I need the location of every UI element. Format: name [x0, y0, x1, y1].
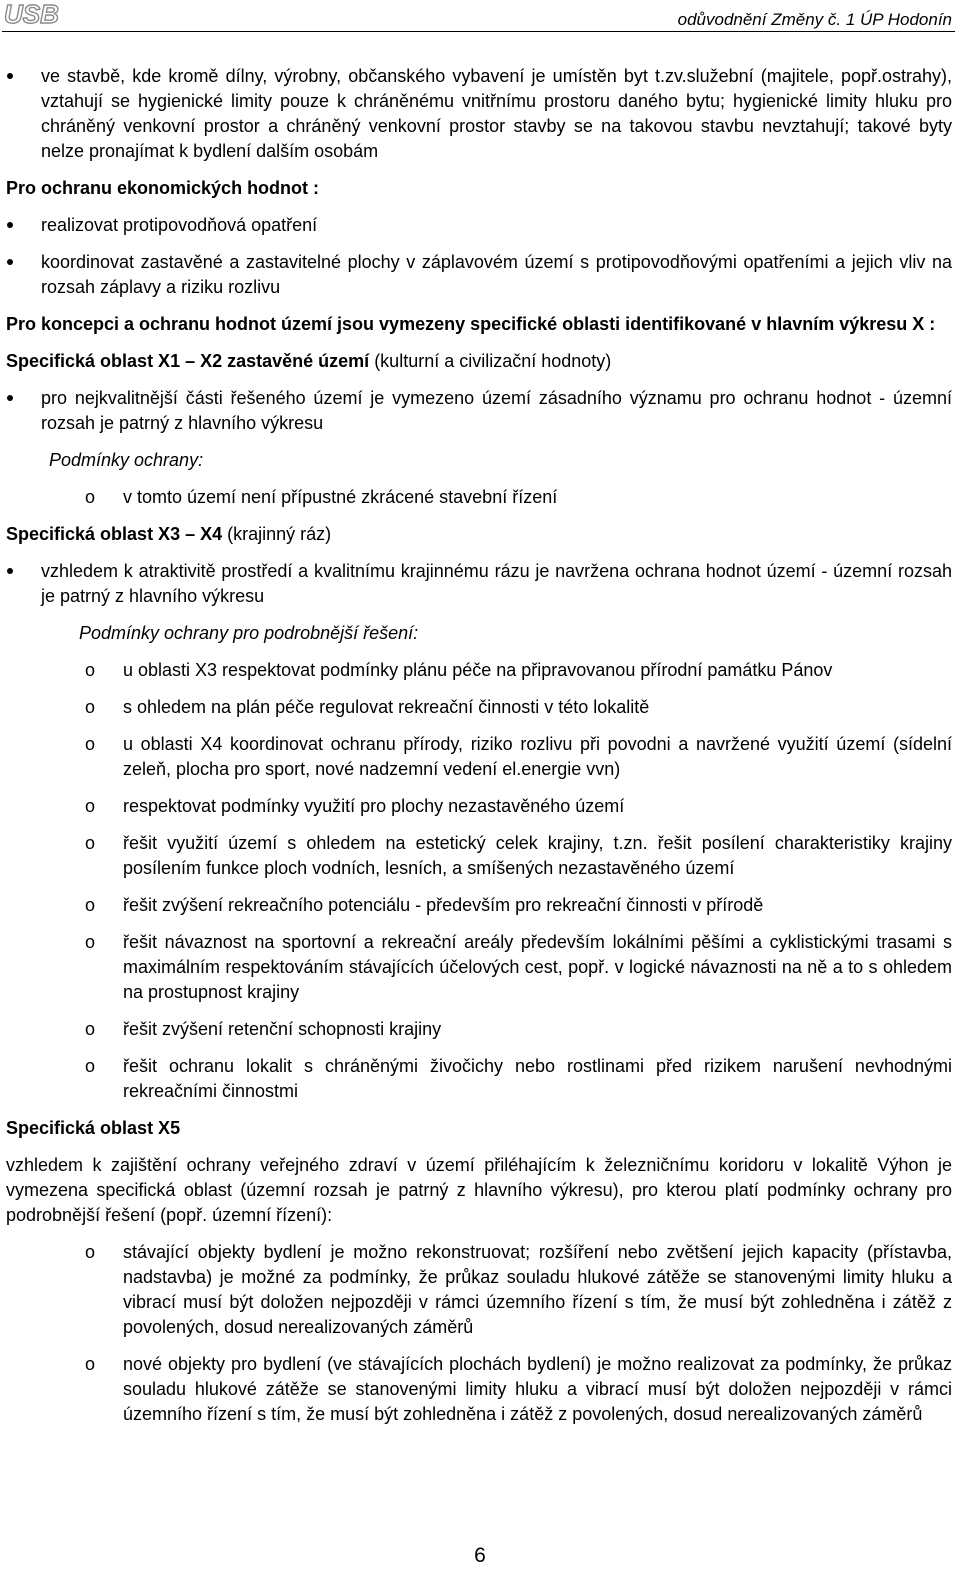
- area1-condition: [6, 485, 952, 510]
- sub-marker: o: [85, 734, 96, 754]
- sub-marker: o: [85, 833, 96, 853]
- condition-text: respektovat podmínky využití pro plochy nezastavěného území: [123, 796, 625, 816]
- area3-condition: [6, 930, 952, 1005]
- page-number: 6: [474, 1544, 486, 1567]
- area3-condition: [6, 732, 952, 782]
- sub-marker: o: [85, 487, 96, 507]
- condition-text: nové objekty pro bydlení (ve stávajících plochách bydlení) je možno realizovat za podmínky, že průkaz souladu hlukové zátěže se stanovenými limity hluku a vibrací musí být doložen nejpozději v rámci územního řízení s tím, že musí být zohledněna i zátěž z povolených, dosud nerealizovaných záměrů: [123, 1354, 952, 1424]
- document-body: [6, 64, 952, 1439]
- area3-heading: [6, 522, 952, 547]
- area5-heading: Specifická oblast X5: [6, 1118, 181, 1138]
- condition-text: řešit využití území s ohledem na estetický celek krajiny, t.zn. řešit posílení charakteristiky krajiny posílením funkce ploch vodních, lesních, a smíšených nezastavěného území: [123, 833, 952, 878]
- area1-heading-bold: Specifická oblast X1 – X2 zastavěné území: [6, 351, 370, 371]
- sub-marker: o: [85, 1019, 96, 1039]
- area1-bullet: pro nejkvalitnější části řešeného území je vymezeno území zásadního významu pro ochranu hodnot - územní rozsah je patrný z hlavního výkresu: [6, 386, 952, 436]
- sub-marker: o: [85, 1056, 96, 1076]
- sub-marker: o: [85, 796, 96, 816]
- area1-conditions-label: Podmínky ochrany:: [49, 450, 204, 470]
- document-title: odůvodnění Změny č. 1 ÚP Hodonín: [677, 10, 952, 29]
- sub-marker: o: [85, 1354, 96, 1374]
- condition-text: s ohledem na plán péče regulovat rekreační činnosti v této lokalitě: [123, 697, 650, 717]
- area3-condition: [6, 831, 952, 881]
- area3-condition: [6, 1017, 952, 1042]
- condition-text: u oblasti X4 koordinovat ochranu přírody, riziko rozlivu při povodni a navržené využití území (sídelní zeleň, plocha pro sport, nové nadzemní vedení el.energie vvn): [123, 734, 952, 779]
- header-divider: [2, 31, 955, 32]
- area3-heading-note: (krajinný ráz): [222, 524, 332, 544]
- area3-bullet: vzhledem k atraktivitě prostředí a kvalitnímu krajinnému rázu je navržena ochrana hodnot území - územní rozsah je patrný z hlavního výkresu: [6, 559, 952, 609]
- page-header: [0, 0, 960, 34]
- condition-text: v tomto území není přípustné zkrácené stavební řízení: [123, 487, 558, 507]
- area5-condition: [6, 1240, 952, 1340]
- area1-heading: [6, 349, 952, 374]
- concept-heading: Pro koncepci a ochranu hodnot území jsou vymezeny specifické oblasti identifikované v hlavním výkresu X :: [6, 314, 936, 334]
- area1-heading-note: (kulturní a civilizační hodnoty): [369, 351, 612, 371]
- condition-text: řešit zvýšení retenční schopnosti krajiny: [123, 1019, 442, 1039]
- sub-marker: o: [85, 660, 96, 680]
- sub-marker: o: [85, 932, 96, 952]
- condition-text: řešit zvýšení rekreačního potenciálu - především pro rekreační činnosti v přírodě: [123, 895, 764, 915]
- intro-bullet: ve stavbě, kde kromě dílny, výrobny, občanského vybavení je umístěn byt t.zv.služební (majitele, popř.ostrahy), vztahují se hygienické limity pouze k chráněnému vnitřnímu prostoru daného bytu; hygienické limity hluku pro chráněný venkovní prostor a chráněný venkovní prostor stavby se na takovou stavbu nevztahují; takové byty nelze pronajímat k bydlení dalším osobám: [6, 64, 952, 164]
- area3-heading-bold: Specifická oblast X3 – X4: [6, 524, 223, 544]
- area3-condition: [6, 893, 952, 918]
- condition-text: stávající objekty bydlení je možno rekonstruovat; rozšíření nebo zvětšení jejich kapacity (přístavba, nadstavba) je možné za podmínky, že průkaz souladu hlukové zátěže se stanovenými limity hluku a vibrací musí být doložen nejpozději v rámci územního řízení s tím, že musí být zohledněna i zátěž z povolených, dosud nerealizovaných záměrů: [123, 1242, 952, 1337]
- economic-item: koordinovat zastavěné a zastavitelné plochy v záplavovém území s protipovodňovými opatřeními a jejich vliv na rozsah záplavy a riziku rozlivu: [6, 250, 952, 300]
- area3-condition: [6, 1054, 952, 1104]
- area3-condition: [6, 658, 952, 683]
- area3-condition: [6, 695, 952, 720]
- sub-marker: o: [85, 1242, 96, 1262]
- sub-marker: o: [85, 697, 96, 717]
- condition-text: řešit návaznost na sportovní a rekreační areály především lokálními pěšími a cyklistickými trasami s maximálním respektováním stávajících účelových cest, popř. v logické návaznosti na ně a to s ohledem na prostupnost krajiny: [123, 932, 952, 1002]
- economic-item: realizovat protipovodňová opatření: [6, 213, 952, 238]
- sub-marker: o: [85, 895, 96, 915]
- usb-logo: [2, 0, 74, 28]
- condition-text: u oblasti X3 respektovat podmínky plánu péče na připravovanou přírodní památku Pánov: [123, 660, 833, 680]
- area5-paragraph: vzhledem k zajištění ochrany veřejného zdraví v území přiléhajícím k železničnímu koridoru v lokalitě Výhon je vymezena specifická oblast (územní rozsah je patrný z hlavního výkresu), pro kterou platí podmínky ochrany pro podrobnější řešení (popř. územní řízení):: [6, 1155, 952, 1225]
- area5-condition: [6, 1352, 952, 1427]
- area3-condition: [6, 794, 952, 819]
- condition-text: řešit ochranu lokalit s chráněnými živočichy nebo rostlinami před rizikem narušení nevhodnými rekreačními činnostmi: [123, 1056, 952, 1101]
- area3-conditions-label: Podmínky ochrany pro podrobnější řešení:: [79, 623, 419, 643]
- svg-text:USB: USB: [4, 0, 59, 28]
- economic-heading: Pro ochranu ekonomických hodnot :: [6, 178, 320, 198]
